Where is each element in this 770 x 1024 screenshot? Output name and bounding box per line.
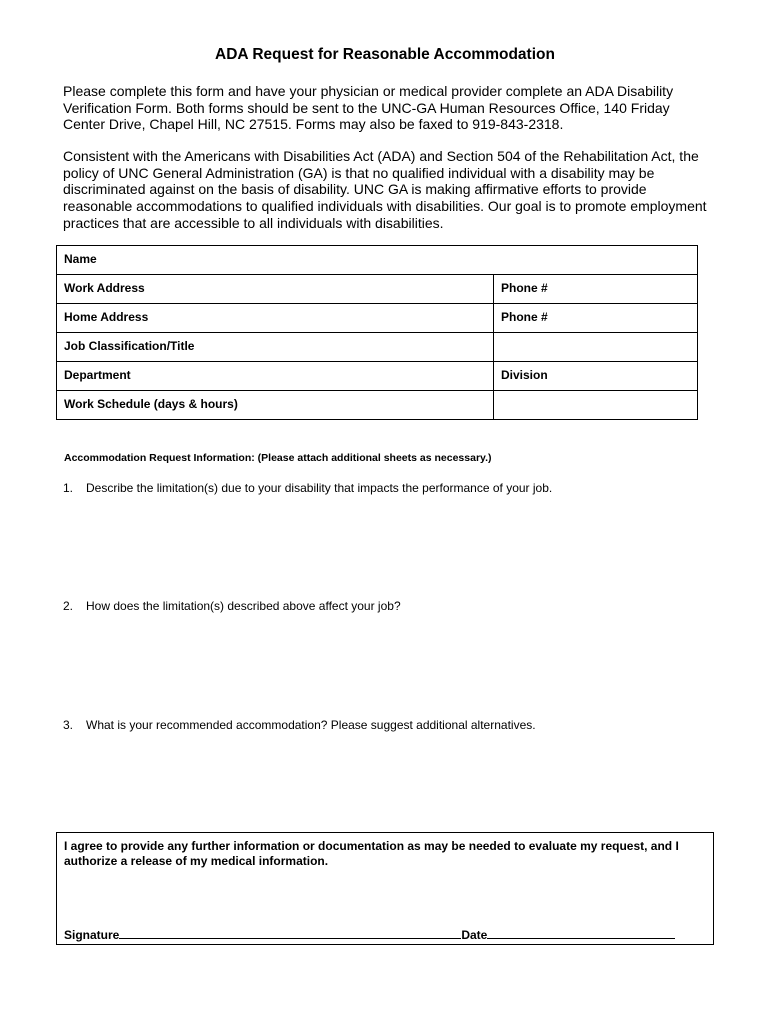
question-text: How does the limitation(s) described above affect your job? — [86, 599, 401, 613]
question-number: 2. — [63, 599, 74, 613]
work-phone-field[interactable]: Phone # — [494, 275, 698, 304]
question-text: Describe the limitation(s) due to your disability that impacts the performance of your job. — [86, 481, 553, 495]
work-address-field[interactable]: Work Address — [57, 275, 494, 304]
question-text: What is your recommended accommodation? Please suggest additional alternatives. — [86, 718, 536, 732]
signature-label: Signature — [64, 928, 120, 942]
agreement-box — [56, 832, 714, 945]
question-number: 1. — [63, 481, 74, 495]
home-address-field[interactable]: Home Address — [57, 304, 494, 333]
date-line[interactable] — [487, 928, 675, 939]
accommodation-heading: Accommodation Request Information: (Please attach additional sheets as necessary.) — [64, 452, 492, 464]
policy-paragraph: Consistent with the Americans with Disabilities Act (ADA) and Section 504 of the Rehabilitation Act, the policy of UNC General Administration (GA) is that no qualified individual with a disability may be discriminated against on the basis of disability. UNC GA is making affirmative efforts to provide reasonable accommodations to qualified individuals with disabilities. Our goal is to promote employment practices that are accessible to all individuals with disabilities. — [63, 148, 707, 231]
question-number: 3. — [63, 718, 74, 732]
job-classification-field[interactable]: Job Classification/Title — [57, 333, 494, 362]
name-field[interactable]: Name — [57, 246, 698, 275]
signature-row — [64, 928, 675, 942]
table-row — [57, 246, 698, 275]
empty-cell[interactable] — [494, 391, 698, 420]
question-1 — [63, 481, 552, 495]
empty-cell[interactable] — [494, 333, 698, 362]
intro-paragraph: Please complete this form and have your physician or medical provider complete an ADA Disability Verification Form. Both forms should be sent to the UNC-GA Human Resources Office, 140 Friday Center Drive, Chapel Hill, NC 27515. Forms may also be faxed to 919-843-2318. — [63, 83, 674, 133]
table-row — [57, 362, 698, 391]
employee-info-table — [56, 245, 698, 420]
home-phone-field[interactable]: Phone # — [494, 304, 698, 333]
signature-line[interactable] — [119, 928, 461, 939]
form-title: ADA Request for Reasonable Accommodation — [215, 46, 555, 63]
agreement-text: I agree to provide any further information or documentation as may be needed to evaluate my request, and I authorize a release of my medical information. — [64, 839, 679, 868]
question-2 — [63, 599, 401, 613]
table-row — [57, 275, 698, 304]
date-label: Date — [461, 928, 488, 942]
question-3 — [63, 718, 536, 732]
department-field[interactable]: Department — [57, 362, 494, 391]
work-schedule-field[interactable]: Work Schedule (days & hours) — [57, 391, 494, 420]
division-field[interactable]: Division — [494, 362, 698, 391]
table-row — [57, 391, 698, 420]
table-row — [57, 333, 698, 362]
table-row — [57, 304, 698, 333]
